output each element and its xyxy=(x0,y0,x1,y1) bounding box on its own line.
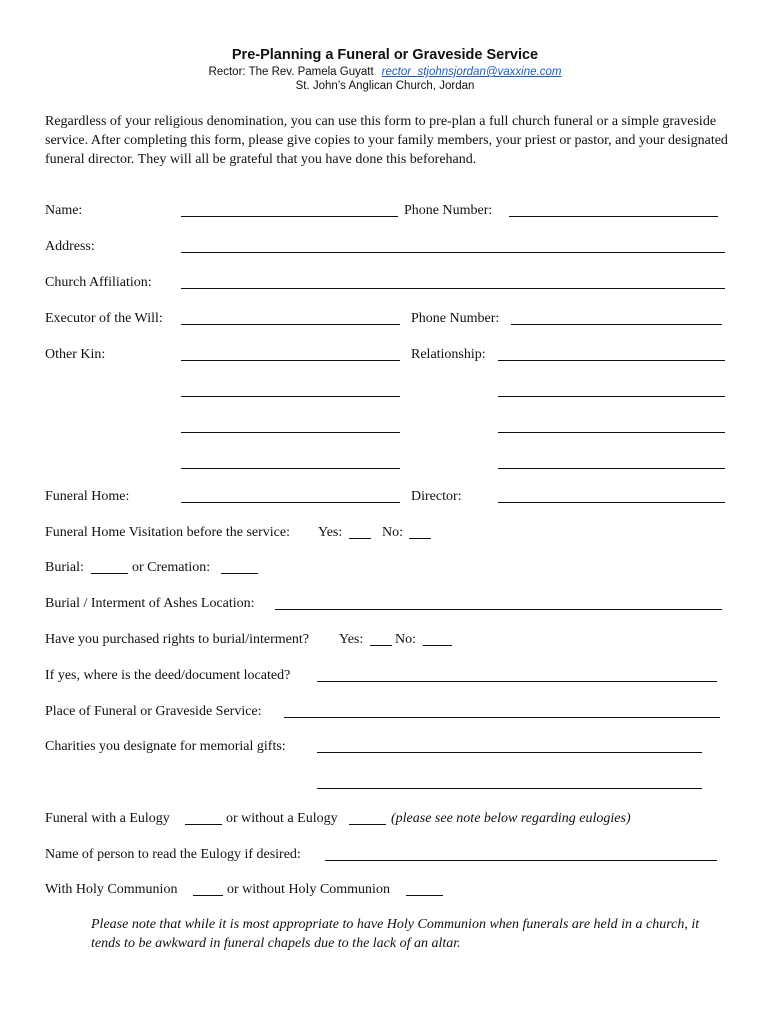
relationship-field-1[interactable] xyxy=(498,360,725,361)
without-eulogy-label: or without a Eulogy xyxy=(226,811,338,826)
other-kin-label: Other Kin: xyxy=(45,347,106,362)
phone-number-label: Phone Number: xyxy=(404,203,493,218)
interment-location-field[interactable] xyxy=(275,609,722,610)
visitation-no-label: No: xyxy=(382,525,403,540)
visitation-no-field[interactable] xyxy=(409,538,431,539)
church-affiliation-field[interactable] xyxy=(181,288,725,289)
executor-phone-label: Phone Number: xyxy=(411,311,500,326)
other-kin-field-4[interactable] xyxy=(181,468,400,469)
address-label: Address: xyxy=(45,239,95,254)
purchased-rights-no-label: No: xyxy=(395,632,416,647)
relationship-field-4[interactable] xyxy=(498,468,725,469)
purchased-rights-no-field[interactable] xyxy=(423,645,452,646)
charities-label: Charities you designate for memorial gifts: xyxy=(45,739,286,754)
address-field[interactable] xyxy=(181,252,725,253)
relationship-field-3[interactable] xyxy=(498,432,725,433)
place-of-service-field[interactable] xyxy=(284,717,720,718)
intro-paragraph: Regardless of your religious denomination, you can use this form to pre-plan a full church funeral or a simple graveside service. After completing this form, please give copies to your family members, your priest or pastor, and your designated funeral director. They will all be grateful that you have done this beforehand. xyxy=(45,114,728,167)
interment-location-label: Burial / Interment of Ashes Location: xyxy=(45,596,255,611)
charities-field-2[interactable] xyxy=(317,788,702,789)
relationship-label: Relationship: xyxy=(411,347,486,362)
cremation-label: or Cremation: xyxy=(132,560,211,575)
rector-line xyxy=(0,66,770,78)
executor-field[interactable] xyxy=(181,324,400,325)
visitation-label: Funeral Home Visitation before the service: xyxy=(45,525,290,540)
visitation-yes-label: Yes: xyxy=(318,525,343,540)
without-communion-field[interactable] xyxy=(406,895,443,896)
rector-name: Rector: The Rev. Pamela Guyatt xyxy=(208,66,374,78)
other-kin-field-1[interactable] xyxy=(181,360,400,361)
eulogy-note: (please see note below regarding eulogies) xyxy=(391,811,631,826)
with-communion-label: With Holy Communion xyxy=(45,882,178,897)
burial-field[interactable] xyxy=(91,573,128,574)
communion-note: Please note that while it is most appropriate to have Holy Communion when funerals are held in a church, it tends to be awkward in funeral chapels due to the lack of an altar. xyxy=(91,917,700,951)
executor-label: Executor of the Will: xyxy=(45,311,163,326)
church-affiliation-label: Church Affiliation: xyxy=(45,275,152,290)
other-kin-field-2[interactable] xyxy=(181,396,400,397)
other-kin-field-3[interactable] xyxy=(181,432,400,433)
deed-location-label: If yes, where is the deed/document located? xyxy=(45,668,291,683)
charities-field-1[interactable] xyxy=(317,752,702,753)
with-eulogy-label: Funeral with a Eulogy xyxy=(45,811,170,826)
name-field[interactable] xyxy=(181,216,398,217)
purchased-rights-yes-label: Yes: xyxy=(339,632,364,647)
purchased-rights-label: Have you purchased rights to burial/interment? xyxy=(45,632,309,647)
executor-phone-field[interactable] xyxy=(511,324,722,325)
director-label: Director: xyxy=(411,489,462,504)
burial-label: Burial: xyxy=(45,560,84,575)
relationship-field-2[interactable] xyxy=(498,396,725,397)
with-eulogy-field[interactable] xyxy=(185,824,222,825)
cremation-field[interactable] xyxy=(221,573,258,574)
phone-number-field[interactable] xyxy=(509,216,718,217)
deed-location-field[interactable] xyxy=(317,681,717,682)
rector-email-link[interactable]: rector_stjohnsjordan@vaxxine.com xyxy=(381,66,562,78)
name-label: Name: xyxy=(45,203,83,218)
without-communion-label: or without Holy Communion xyxy=(227,882,390,897)
funeral-home-label: Funeral Home: xyxy=(45,489,130,504)
director-field[interactable] xyxy=(498,502,725,503)
purchased-rights-yes-field[interactable] xyxy=(370,645,392,646)
visitation-yes-field[interactable] xyxy=(349,538,371,539)
place-of-service-label: Place of Funeral or Graveside Service: xyxy=(45,704,262,719)
with-communion-field[interactable] xyxy=(193,895,223,896)
eulogy-reader-field[interactable] xyxy=(325,860,717,861)
form-title: Pre-Planning a Funeral or Graveside Service xyxy=(231,47,539,63)
funeral-home-field[interactable] xyxy=(181,502,400,503)
church-name: St. John’s Anglican Church, Jordan xyxy=(295,80,475,92)
without-eulogy-field[interactable] xyxy=(349,824,386,825)
eulogy-reader-label: Name of person to read the Eulogy if desired: xyxy=(45,847,301,862)
